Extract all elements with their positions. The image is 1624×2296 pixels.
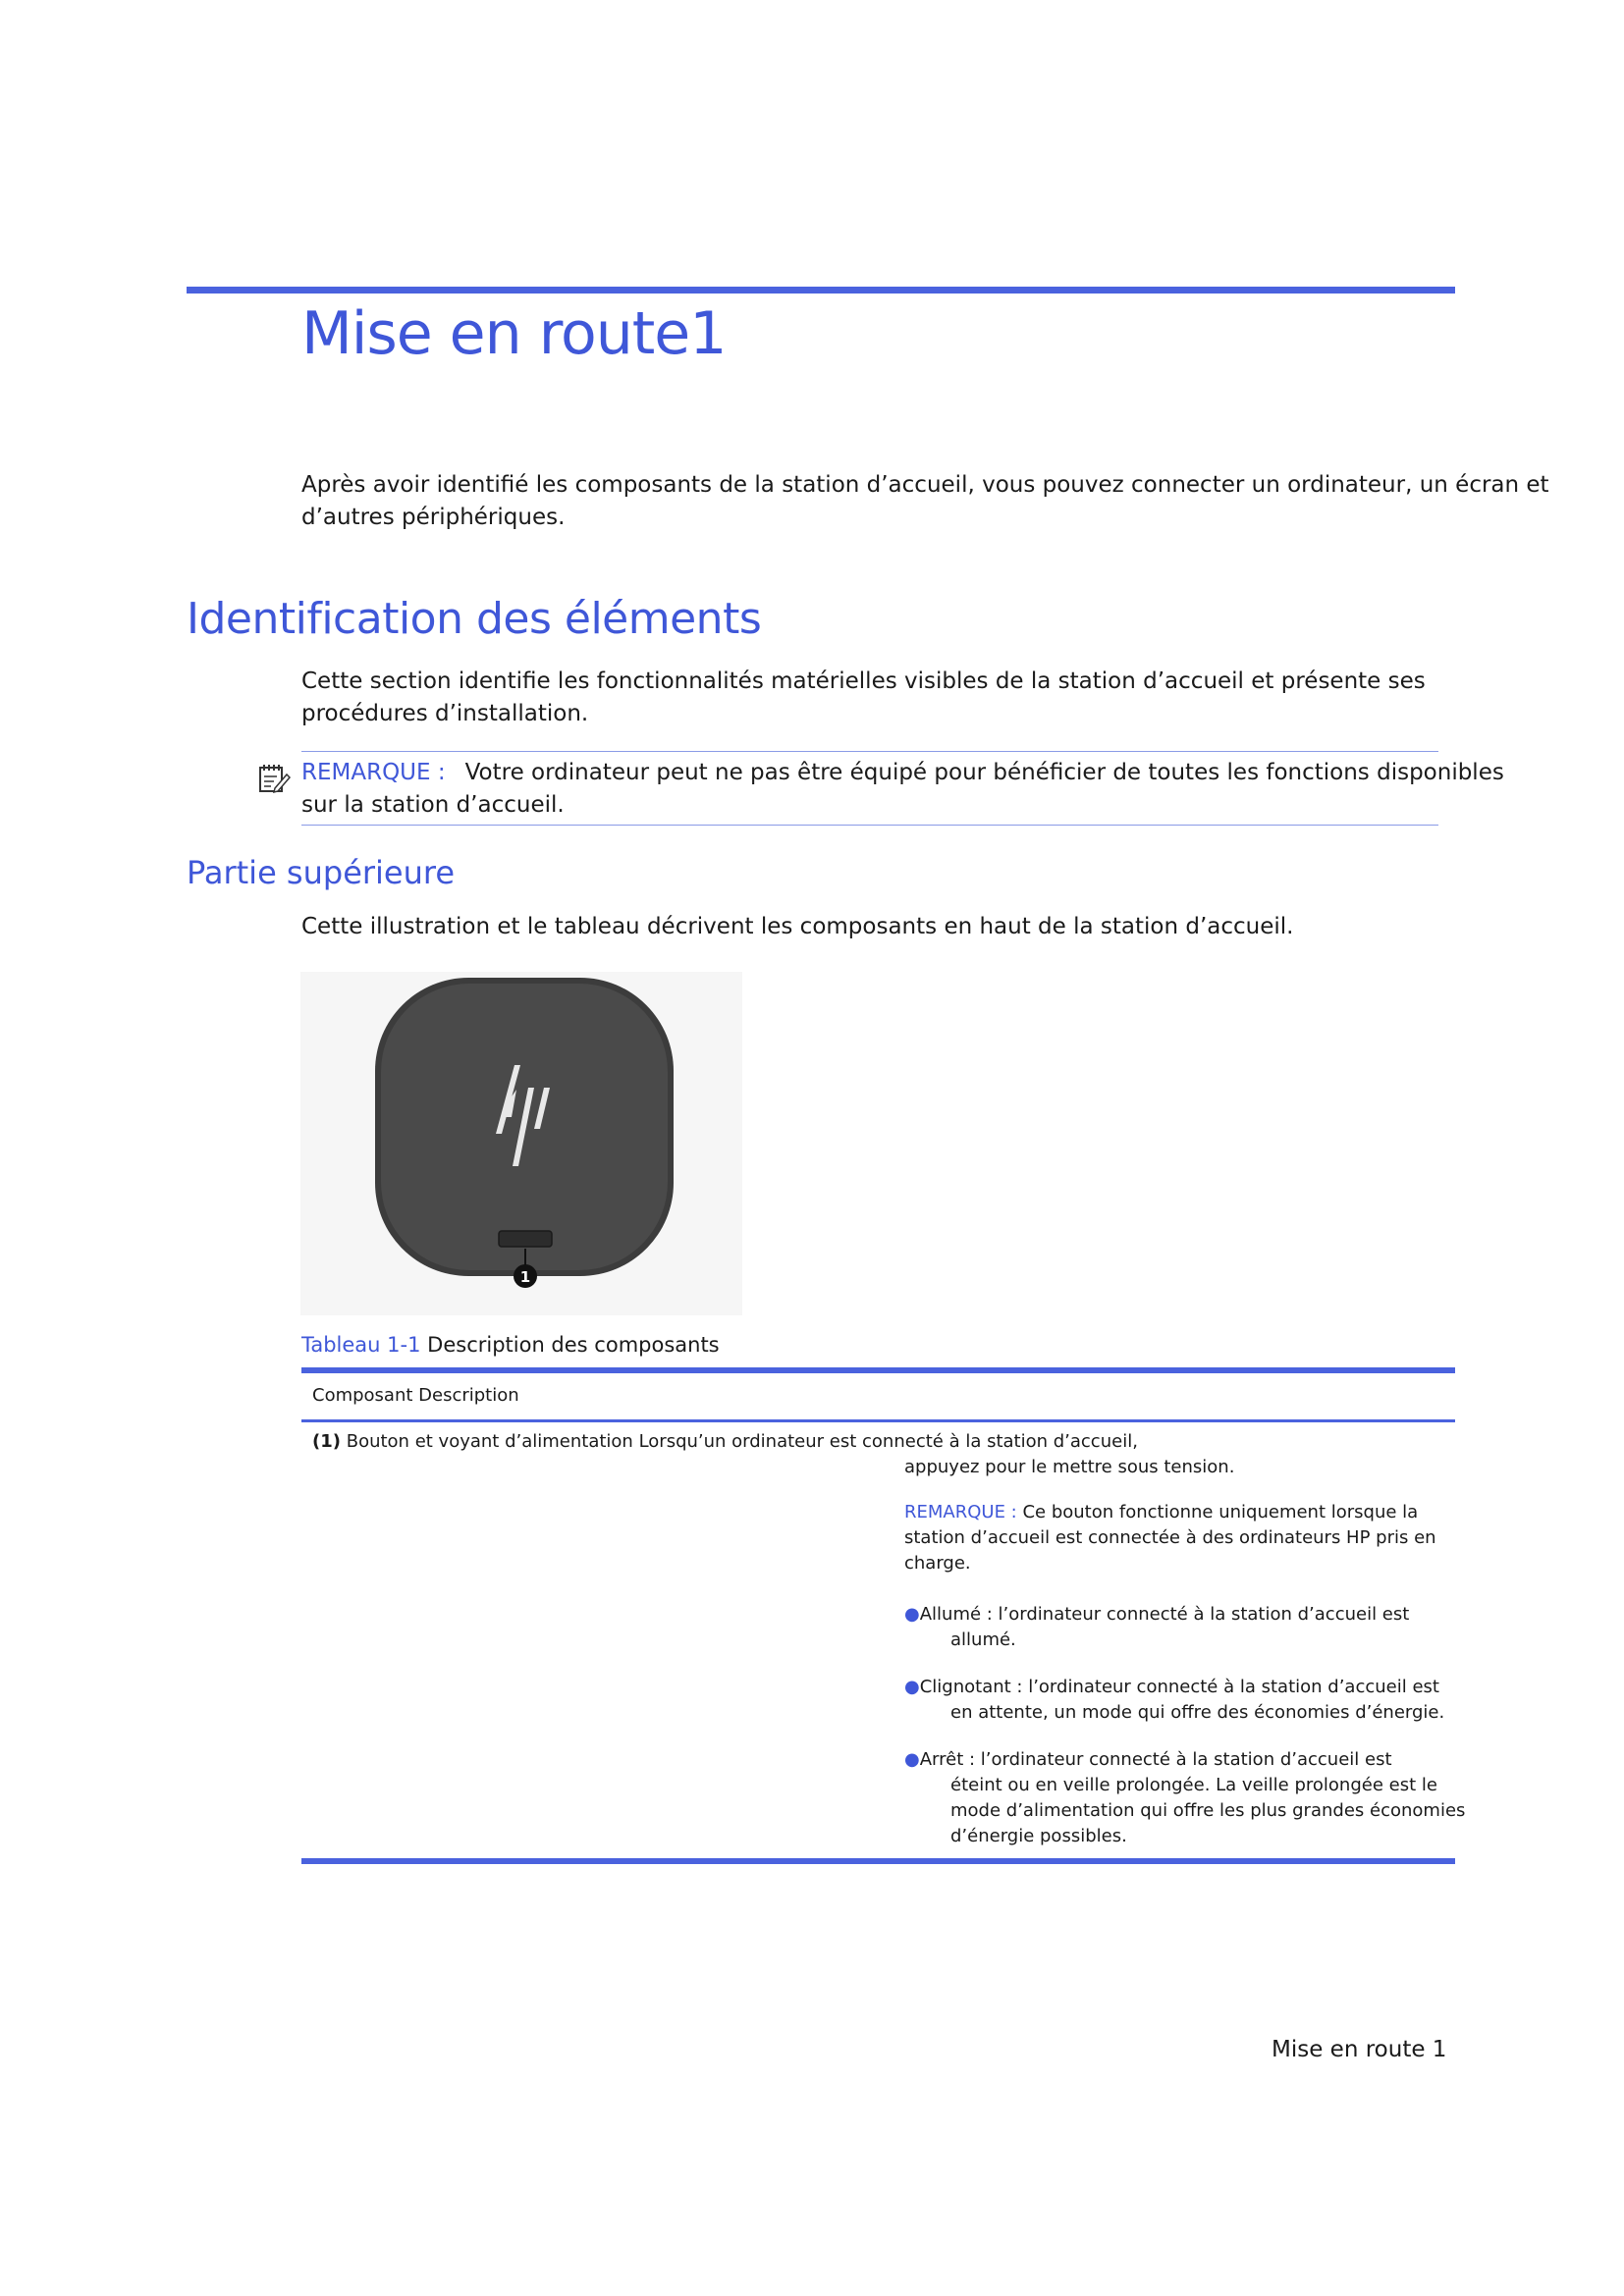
section-title: Identification des éléments [187, 594, 762, 644]
section-text-line-2: procédures d’installation. [301, 701, 589, 726]
bullet-on-line-2: allumé. [950, 1629, 1016, 1650]
note-label: REMARQUE : [301, 760, 446, 785]
callout-number: 1 [519, 1268, 531, 1286]
chapter-title: Mise en route1 [301, 299, 727, 368]
table-note-line-2: station d’accueil est connectée à des ordinateurs HP pris en [904, 1527, 1436, 1548]
bullet-dot-icon: ● [904, 1749, 920, 1770]
page-footer: Mise en route 1 [1272, 2037, 1447, 2062]
table-note-label: REMARQUE : [904, 1502, 1017, 1522]
bullet-off-line-3: mode d’alimentation qui offre les plus grandes économies [950, 1800, 1466, 1821]
table-note-line-3: charge. [904, 1553, 971, 1574]
table-top-rule [301, 1367, 1455, 1373]
bullet-blink-line-2: en attente, un mode qui offre des économies d’énergie. [950, 1702, 1445, 1723]
chapter-intro-line-2: d’autres périphériques. [301, 505, 566, 530]
table-bottom-rule [301, 1858, 1455, 1864]
table-row-first-line [312, 1429, 1138, 1455]
note-text-line-1: Votre ordinateur peut ne pas être équipé pour bénéficier de toutes les fonctions disponibles [464, 760, 1504, 785]
subsection-title: Partie supérieure [187, 854, 456, 891]
table-caption [301, 1333, 720, 1357]
bullet-dot-icon: ● [904, 1677, 920, 1697]
note-top-rule [301, 751, 1438, 752]
table-note-line-1 [904, 1500, 1436, 1525]
table-note-text-1: Ce bouton fonctionne uniquement lorsque la [1022, 1502, 1419, 1522]
table-caption-text: Description des composants [427, 1333, 720, 1357]
chapter-intro [301, 469, 1549, 534]
note-line-1 [301, 757, 1504, 789]
component-number: (1) [312, 1431, 341, 1452]
note-icon [257, 762, 291, 795]
bullet-item-on [904, 1602, 1409, 1653]
bullet-item-blink [904, 1675, 1444, 1726]
table-caption-label: Tableau 1-1 [301, 1333, 421, 1357]
power-button [499, 1231, 552, 1247]
note-text [301, 757, 1504, 822]
bullet-blink-line-1: Clignotant : l’ordinateur connecté à la station d’accueil est [919, 1677, 1439, 1697]
bullet-item-off [904, 1747, 1465, 1849]
section-text [301, 666, 1426, 730]
bullet-off-line-4: d’énergie possibles. [950, 1826, 1127, 1846]
chapter-top-rule [187, 287, 1455, 294]
table-header-rule [301, 1419, 1455, 1422]
bullet-off-line-2: éteint ou en veille prolongée. La veille prolongée est le [950, 1775, 1437, 1795]
note-text-line-2: sur la station d’accueil. [301, 792, 565, 818]
subsection-text: Cette illustration et le tableau décrivent les composants en haut de la station d’accueil. [301, 914, 1294, 939]
bullet-off-line-1: Arrêt : l’ordinateur connecté à la station d’accueil est [919, 1749, 1392, 1770]
chapter-intro-line-1: Après avoir identifié les composants de la station d’accueil, vous pouvez connecter un ordinateur, un écran et [301, 472, 1549, 498]
component-name: Bouton et voyant d’alimentation Lorsqu’un ordinateur est connecté à la station d’accueil, [346, 1431, 1138, 1452]
dock-top-illustration [300, 972, 742, 1315]
bullet-on-line-1: Allumé : l’ordinateur connecté à la station d’accueil est [919, 1604, 1410, 1625]
section-text-line-1: Cette section identifie les fonctionnalités matérielles visibles de la station d’accueil et présente ses [301, 668, 1426, 694]
table-note [904, 1500, 1436, 1576]
note-bottom-rule [301, 825, 1438, 826]
description-line-2: appuyez pour le mettre sous tension. [904, 1457, 1235, 1477]
table-header: Composant Description [312, 1385, 519, 1406]
bullet-dot-icon: ● [904, 1604, 920, 1625]
